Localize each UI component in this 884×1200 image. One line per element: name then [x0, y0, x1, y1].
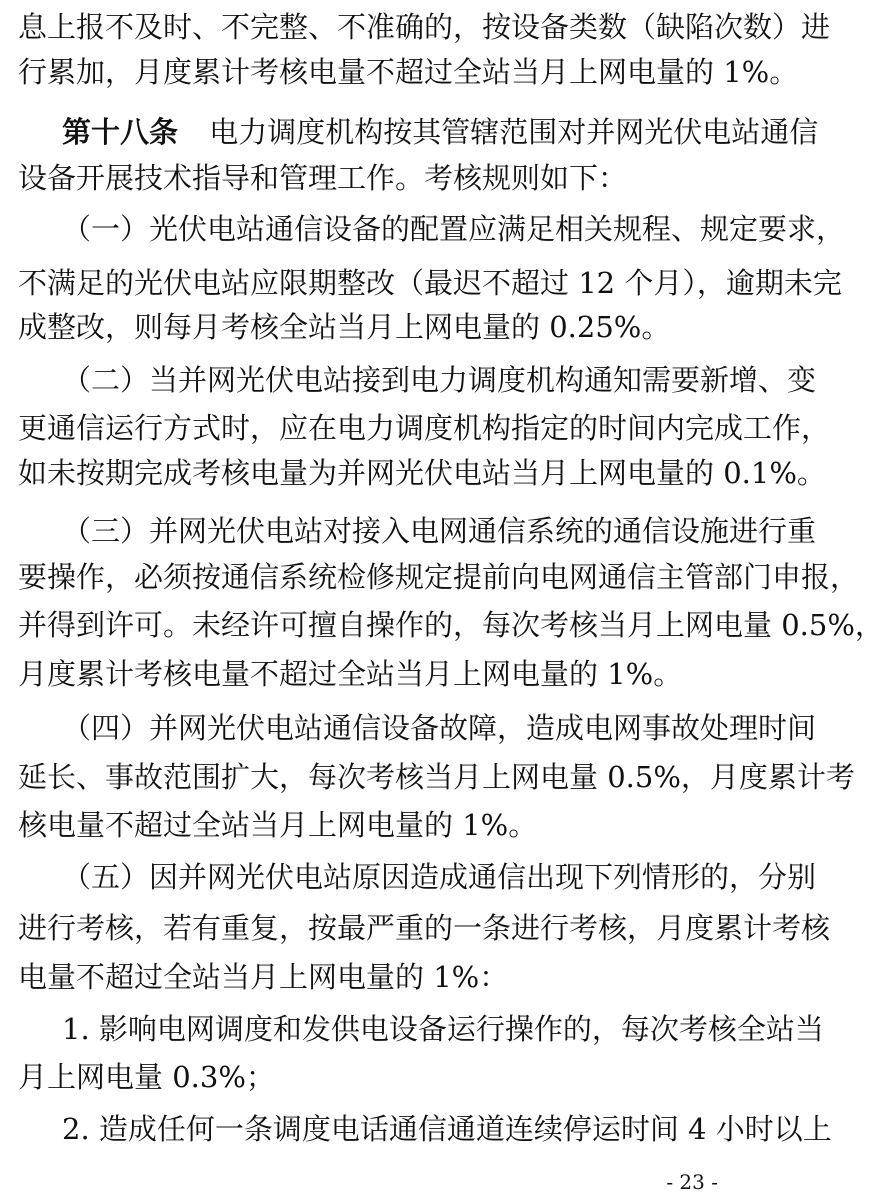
text-line: 不满足的光伏电站应限期整改（最迟不超过 12 个月），逾期未完	[18, 266, 842, 300]
text-line: 成整改，则每月考核全站当月上网电量的 0.25%。	[18, 310, 671, 344]
text-line: 要操作，必须按通信系统检修规定提前向电网通信主管部门申报，	[18, 560, 860, 594]
text-line: 更通信运行方式时，应在电力调度机构指定的时间内完成工作，	[18, 411, 831, 445]
text-line: 月度累计考核电量不超过全站当月上网电量的 1%。	[18, 657, 683, 691]
text-line: 延长、事故范围扩大，每次考核当月上网电量 0.5%，月度累计考	[18, 760, 855, 794]
article-line	[62, 110, 819, 154]
text-line: （二）当并网光伏电站接到电力调度机构通知需要新增、变	[62, 363, 817, 397]
text-line: 行累加，月度累计考核电量不超过全站当月上网电量的 1%。	[18, 55, 799, 89]
text-line: （四）并网光伏电站通信设备故障，造成电网事故处理时间	[62, 711, 817, 745]
article-heading: 第十八条	[62, 115, 179, 149]
list-item-text: 1. 影响电网调度和发供电设备运行操作的，每次考核全站当	[62, 1012, 824, 1046]
text-line: 如未按期完成考核电量为并网光伏电站当月上网电量的 0.1%。	[18, 456, 826, 490]
text-line: 息上报不及时、不完整、不准确的，按设备类数（缺陷次数）进	[18, 10, 831, 44]
article-text: 电力调度机构按其管辖范围对并网光伏电站通信	[209, 115, 819, 149]
list-item-text: 月上网电量 0.3%；	[18, 1060, 275, 1094]
text-line: （三）并网光伏电站对接入电网通信系统的通信设施进行重	[62, 514, 817, 548]
text-line: 进行考核，若有重复，按最严重的一条进行考核，月度累计考核	[18, 911, 831, 945]
text-line: （一）光伏电站通信设备的配置应满足相关规程、规定要求，	[62, 212, 846, 246]
text-line: 设备开展技术指导和管理工作。考核规则如下：	[18, 161, 628, 195]
page-number: - 23 -	[666, 1170, 718, 1194]
text-line: 并得到许可。未经许可擅自操作的，每次考核当月上网电量 0.5%，	[18, 608, 884, 642]
text-line: 电量不超过全站当月上网电量的 1%：	[18, 960, 509, 994]
list-item-text: 2. 造成任何一条调度电话通信通道连续停运时间 4 小时以上	[62, 1112, 832, 1146]
text-line: 核电量不超过全站当月上网电量的 1%。	[18, 808, 538, 842]
text-line: （五）因并网光伏电站原因造成通信出现下列情形的，分别	[62, 860, 817, 894]
